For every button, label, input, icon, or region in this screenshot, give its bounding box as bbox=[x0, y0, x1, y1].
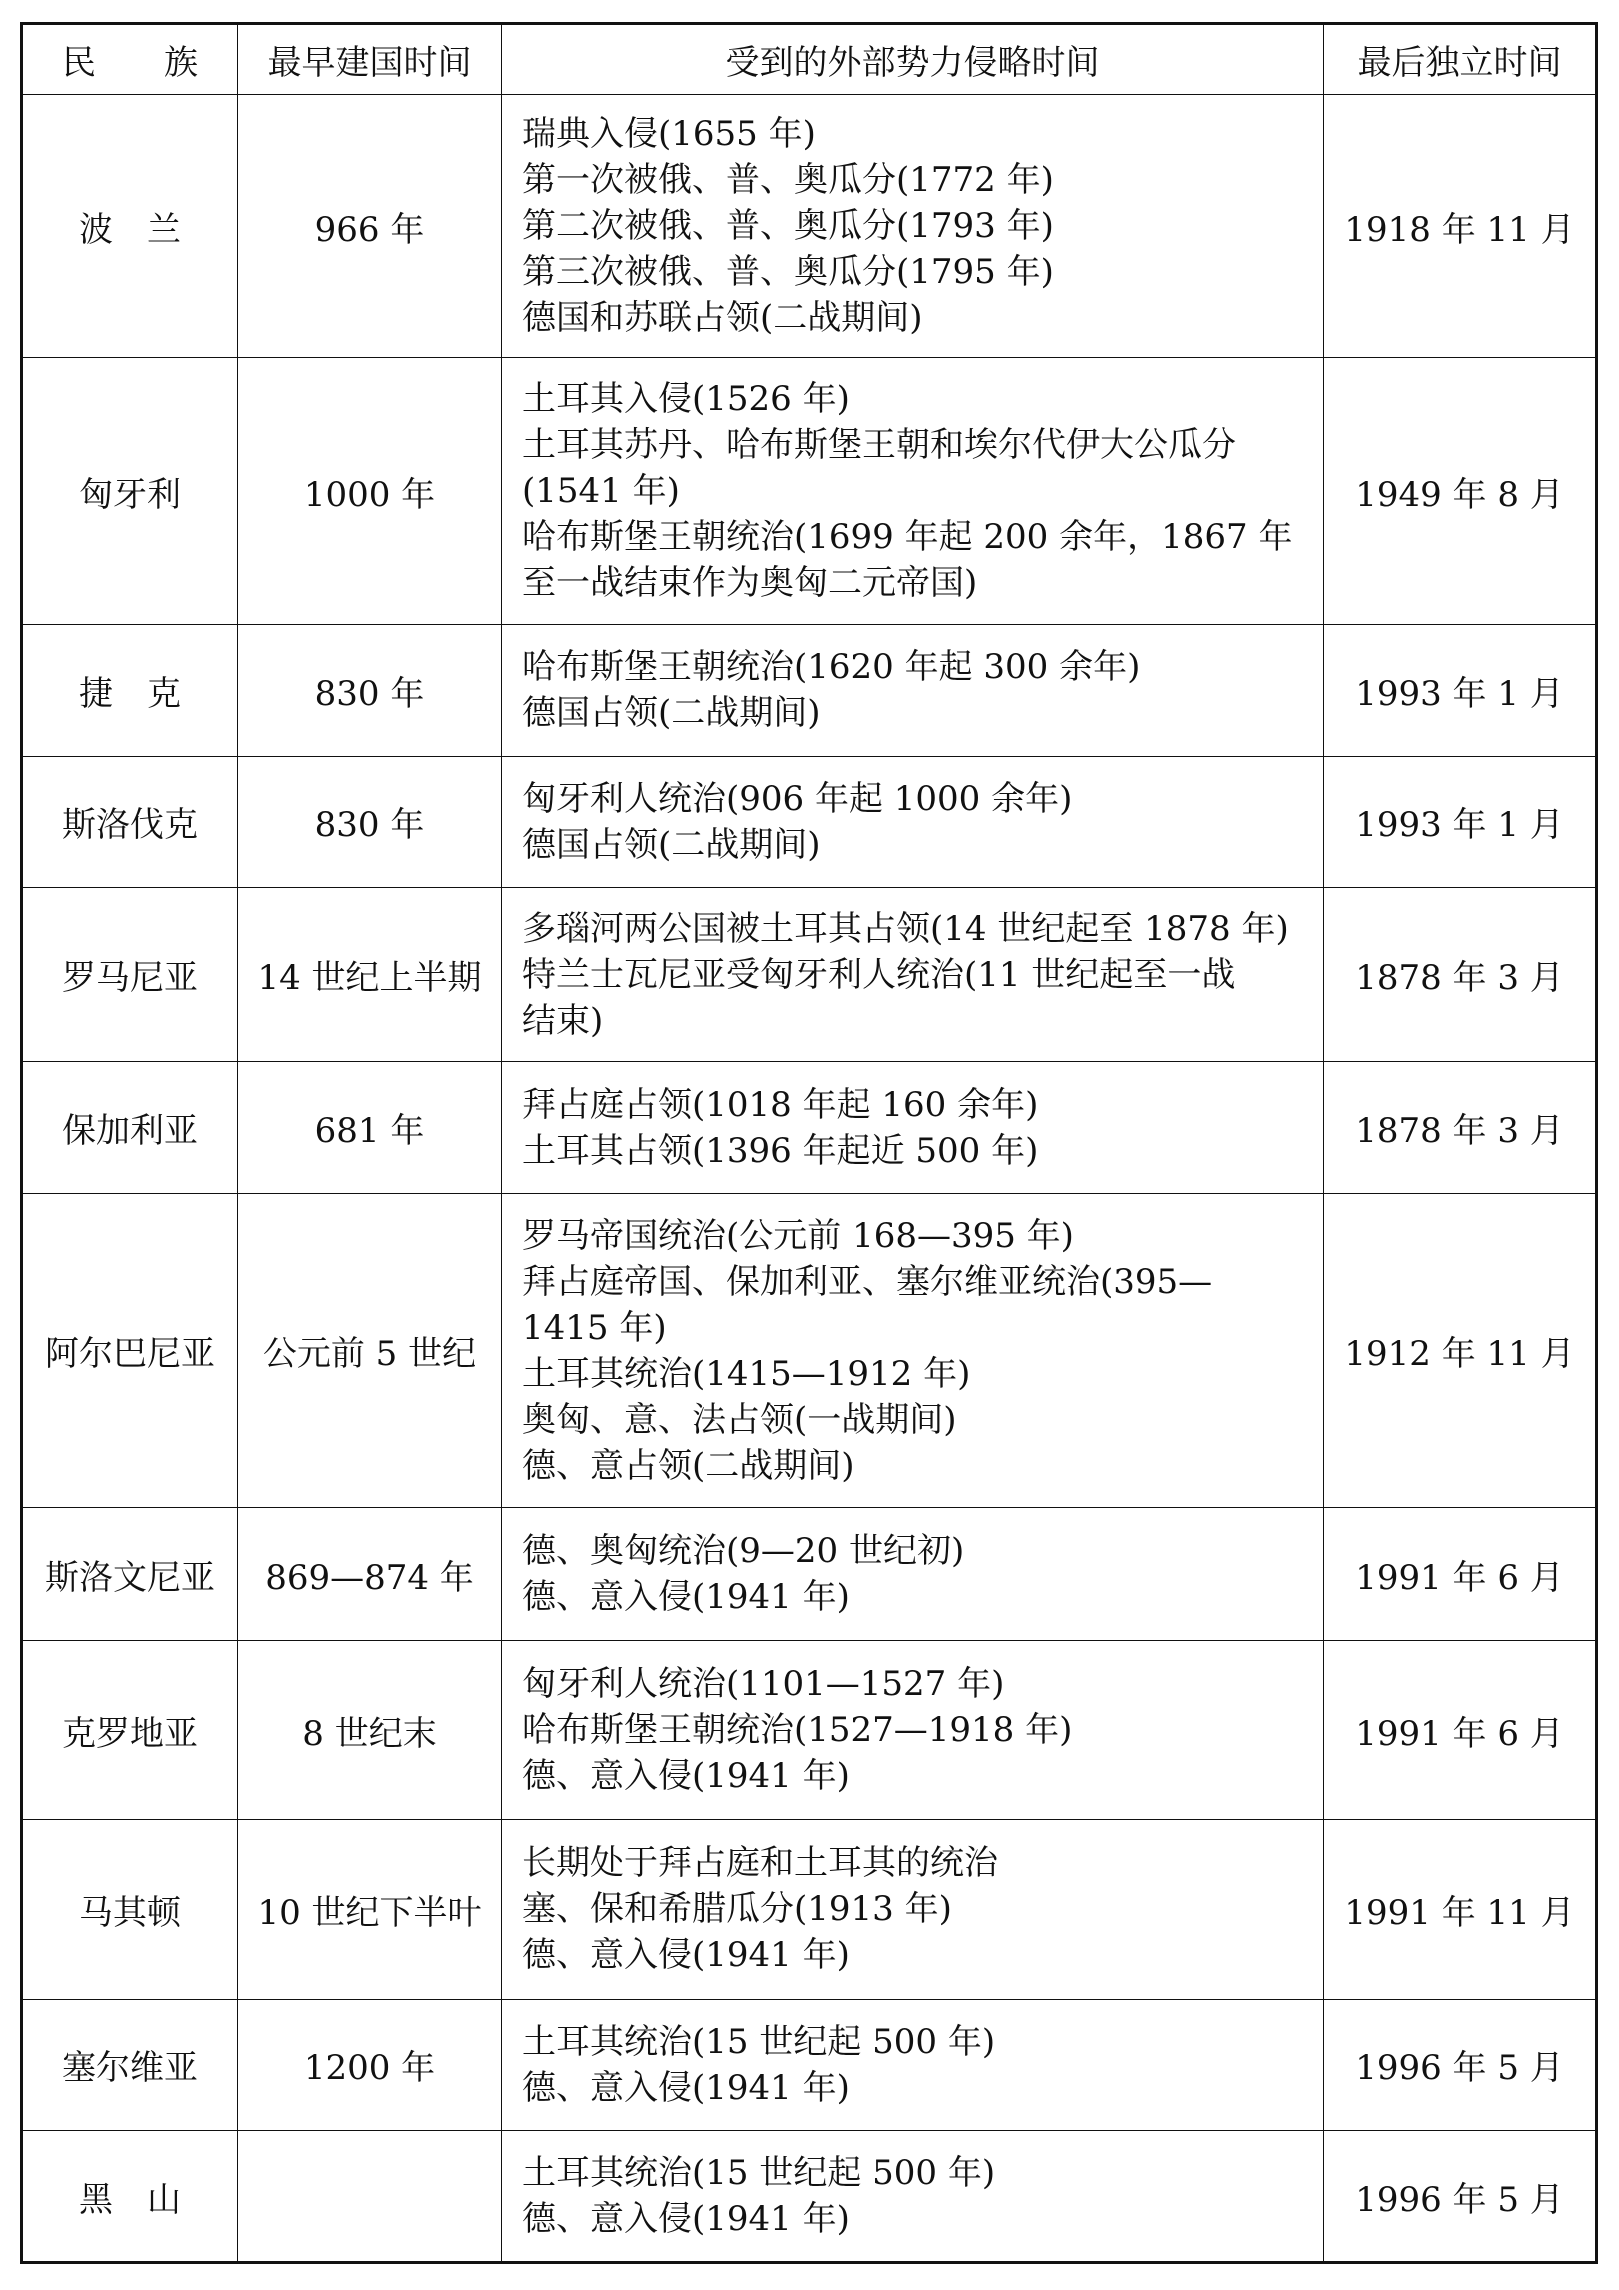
invasion-line: 罗马帝国统治(公元前 168—395 年) bbox=[522, 1215, 1074, 1256]
invasion-line: 德、意入侵(1941 年) bbox=[522, 1756, 850, 1797]
invasion-line: 特兰士瓦尼亚受匈牙利人统治(11 世纪起至一战 bbox=[522, 954, 1236, 995]
cell-founded: 830 年 bbox=[238, 624, 502, 756]
invasion-line: 匈牙利人统治(1101—1527 年) bbox=[522, 1664, 1005, 1705]
cell-invasions bbox=[502, 624, 1324, 756]
cell-invasions bbox=[502, 358, 1324, 624]
cell-nation: 塞尔维亚 bbox=[22, 1999, 238, 2131]
cell-nation: 斯洛伐克 bbox=[22, 756, 238, 888]
invasion-line: 德、意入侵(1941 年) bbox=[522, 2067, 850, 2108]
cell-independence: 1949 年 8 月 bbox=[1324, 358, 1597, 624]
cell-invasions bbox=[502, 756, 1324, 888]
cell-independence: 1878 年 3 月 bbox=[1324, 1062, 1597, 1194]
invasion-line: 长期处于拜占庭和土耳其的统治 bbox=[522, 1843, 998, 1884]
invasion-line: 至一战结束作为奥匈二元帝国) bbox=[522, 563, 978, 604]
cell-founded: 14 世纪上半期 bbox=[238, 888, 502, 1062]
invasion-line: 拜占庭占领(1018 年起 160 余年) bbox=[522, 1084, 1039, 1125]
invasion-line: 多瑙河两公国被土耳其占领(14 世纪起至 1878 年) bbox=[522, 908, 1289, 949]
invasion-line: 第一次被俄、普、奥瓜分(1772 年) bbox=[522, 160, 1054, 201]
invasion-line: 土耳其苏丹、哈布斯堡王朝和埃尔代伊大公瓜分 bbox=[522, 425, 1236, 466]
invasion-line: 匈牙利人统治(906 年起 1000 余年) bbox=[522, 778, 1073, 819]
cell-founded: 681 年 bbox=[238, 1062, 502, 1194]
header-nation: 民 族 bbox=[22, 24, 238, 95]
invasion-line: 1415 年) bbox=[522, 1307, 667, 1348]
cell-invasions bbox=[502, 2131, 1324, 2263]
invasion-line: (1541 年) bbox=[522, 471, 680, 512]
cell-invasions bbox=[502, 1999, 1324, 2131]
cell-founded: 10 世纪下半叶 bbox=[238, 1820, 502, 1999]
cell-founded: 869—874 年 bbox=[238, 1508, 502, 1641]
cell-nation: 阿尔巴尼亚 bbox=[22, 1194, 238, 1508]
invasion-line: 哈布斯堡王朝统治(1527—1918 年) bbox=[522, 1710, 1073, 1751]
invasion-line: 瑞典入侵(1655 年) bbox=[522, 114, 816, 155]
cell-invasions bbox=[502, 1640, 1324, 1819]
cell-nation: 捷 克 bbox=[22, 624, 238, 756]
cell-invasions bbox=[502, 1194, 1324, 1508]
cell-independence: 1912 年 11 月 bbox=[1324, 1194, 1597, 1508]
table-row bbox=[22, 1820, 1597, 1999]
invasion-line: 土耳其统治(15 世纪起 500 年) bbox=[522, 2021, 996, 2062]
invasion-line: 土耳其占领(1396 年起近 500 年) bbox=[522, 1130, 1039, 1171]
invasion-line: 土耳其入侵(1526 年) bbox=[522, 379, 850, 420]
cell-nation: 马其顿 bbox=[22, 1820, 238, 1999]
invasion-line: 德、意入侵(1941 年) bbox=[522, 1935, 850, 1976]
cell-founded: 公元前 5 世纪 bbox=[238, 1194, 502, 1508]
cell-invasions bbox=[502, 1062, 1324, 1194]
cell-founded: 8 世纪末 bbox=[238, 1640, 502, 1819]
table-row bbox=[22, 1194, 1597, 1508]
invasion-line: 奥匈、意、法占领(一战期间) bbox=[522, 1399, 957, 1440]
cell-nation: 匈牙利 bbox=[22, 358, 238, 624]
invasion-line: 德、奥匈统治(9—20 世纪初) bbox=[522, 1531, 965, 1572]
cell-invasions bbox=[502, 888, 1324, 1062]
invasion-line: 塞、保和希腊瓜分(1913 年) bbox=[522, 1889, 952, 1930]
table-row bbox=[22, 624, 1597, 756]
header-founded: 最早建国时间 bbox=[238, 24, 502, 95]
cell-founded: 1200 年 bbox=[238, 1999, 502, 2131]
cell-nation: 波 兰 bbox=[22, 95, 238, 358]
invasion-line: 哈布斯堡王朝统治(1699 年起 200 余年，1867 年 bbox=[522, 517, 1293, 558]
invasion-line: 土耳其统治(1415—1912 年) bbox=[522, 1353, 971, 1394]
invasion-line: 德国和苏联占领(二战期间) bbox=[522, 298, 923, 339]
cell-founded: 966 年 bbox=[238, 95, 502, 358]
invasion-line: 德国占领(二战期间) bbox=[522, 824, 821, 865]
header-row bbox=[22, 24, 1597, 95]
invasion-line: 德、意入侵(1941 年) bbox=[522, 1577, 850, 1618]
invasion-line: 德、意入侵(1941 年) bbox=[522, 2199, 850, 2240]
table-row bbox=[22, 2131, 1597, 2263]
table-row bbox=[22, 888, 1597, 1062]
invasion-line: 第二次被俄、普、奥瓜分(1793 年) bbox=[522, 206, 1054, 247]
cell-nation: 保加利亚 bbox=[22, 1062, 238, 1194]
invasion-line: 拜占庭帝国、保加利亚、塞尔维亚统治(395— bbox=[522, 1261, 1213, 1302]
cell-invasions bbox=[502, 1508, 1324, 1641]
invasion-line: 德、意占领(二战期间) bbox=[522, 1445, 855, 1486]
cell-independence: 1991 年 6 月 bbox=[1324, 1508, 1597, 1641]
header-independence: 最后独立时间 bbox=[1324, 24, 1597, 95]
cell-independence: 1996 年 5 月 bbox=[1324, 1999, 1597, 2131]
invasion-line: 土耳其统治(15 世纪起 500 年) bbox=[522, 2153, 996, 2194]
header-invasions: 受到的外部势力侵略时间 bbox=[502, 24, 1324, 95]
cell-founded: 1000 年 bbox=[238, 358, 502, 624]
cell-independence: 1918 年 11 月 bbox=[1324, 95, 1597, 358]
cell-invasions bbox=[502, 1820, 1324, 1999]
cell-nation: 黑 山 bbox=[22, 2131, 238, 2263]
cell-nation: 斯洛文尼亚 bbox=[22, 1508, 238, 1641]
invasion-line: 哈布斯堡王朝统治(1620 年起 300 余年) bbox=[522, 647, 1141, 688]
history-table bbox=[20, 22, 1598, 2264]
table-row bbox=[22, 358, 1597, 624]
invasion-line: 德国占领(二战期间) bbox=[522, 693, 821, 734]
cell-independence: 1993 年 1 月 bbox=[1324, 756, 1597, 888]
table-row bbox=[22, 1640, 1597, 1819]
cell-independence: 1993 年 1 月 bbox=[1324, 624, 1597, 756]
cell-founded bbox=[238, 2131, 502, 2263]
table-row bbox=[22, 1508, 1597, 1641]
cell-independence: 1878 年 3 月 bbox=[1324, 888, 1597, 1062]
cell-nation: 罗马尼亚 bbox=[22, 888, 238, 1062]
cell-independence: 1991 年 11 月 bbox=[1324, 1820, 1597, 1999]
cell-invasions bbox=[502, 95, 1324, 358]
cell-independence: 1991 年 6 月 bbox=[1324, 1640, 1597, 1819]
invasion-line: 结束) bbox=[522, 1000, 604, 1041]
table-row bbox=[22, 756, 1597, 888]
table-row bbox=[22, 1062, 1597, 1194]
cell-independence: 1996 年 5 月 bbox=[1324, 2131, 1597, 2263]
table-row bbox=[22, 95, 1597, 358]
table-body bbox=[22, 95, 1597, 2263]
table-row bbox=[22, 1999, 1597, 2131]
cell-founded: 830 年 bbox=[238, 756, 502, 888]
invasion-line: 第三次被俄、普、奥瓜分(1795 年) bbox=[522, 252, 1054, 293]
cell-nation: 克罗地亚 bbox=[22, 1640, 238, 1819]
